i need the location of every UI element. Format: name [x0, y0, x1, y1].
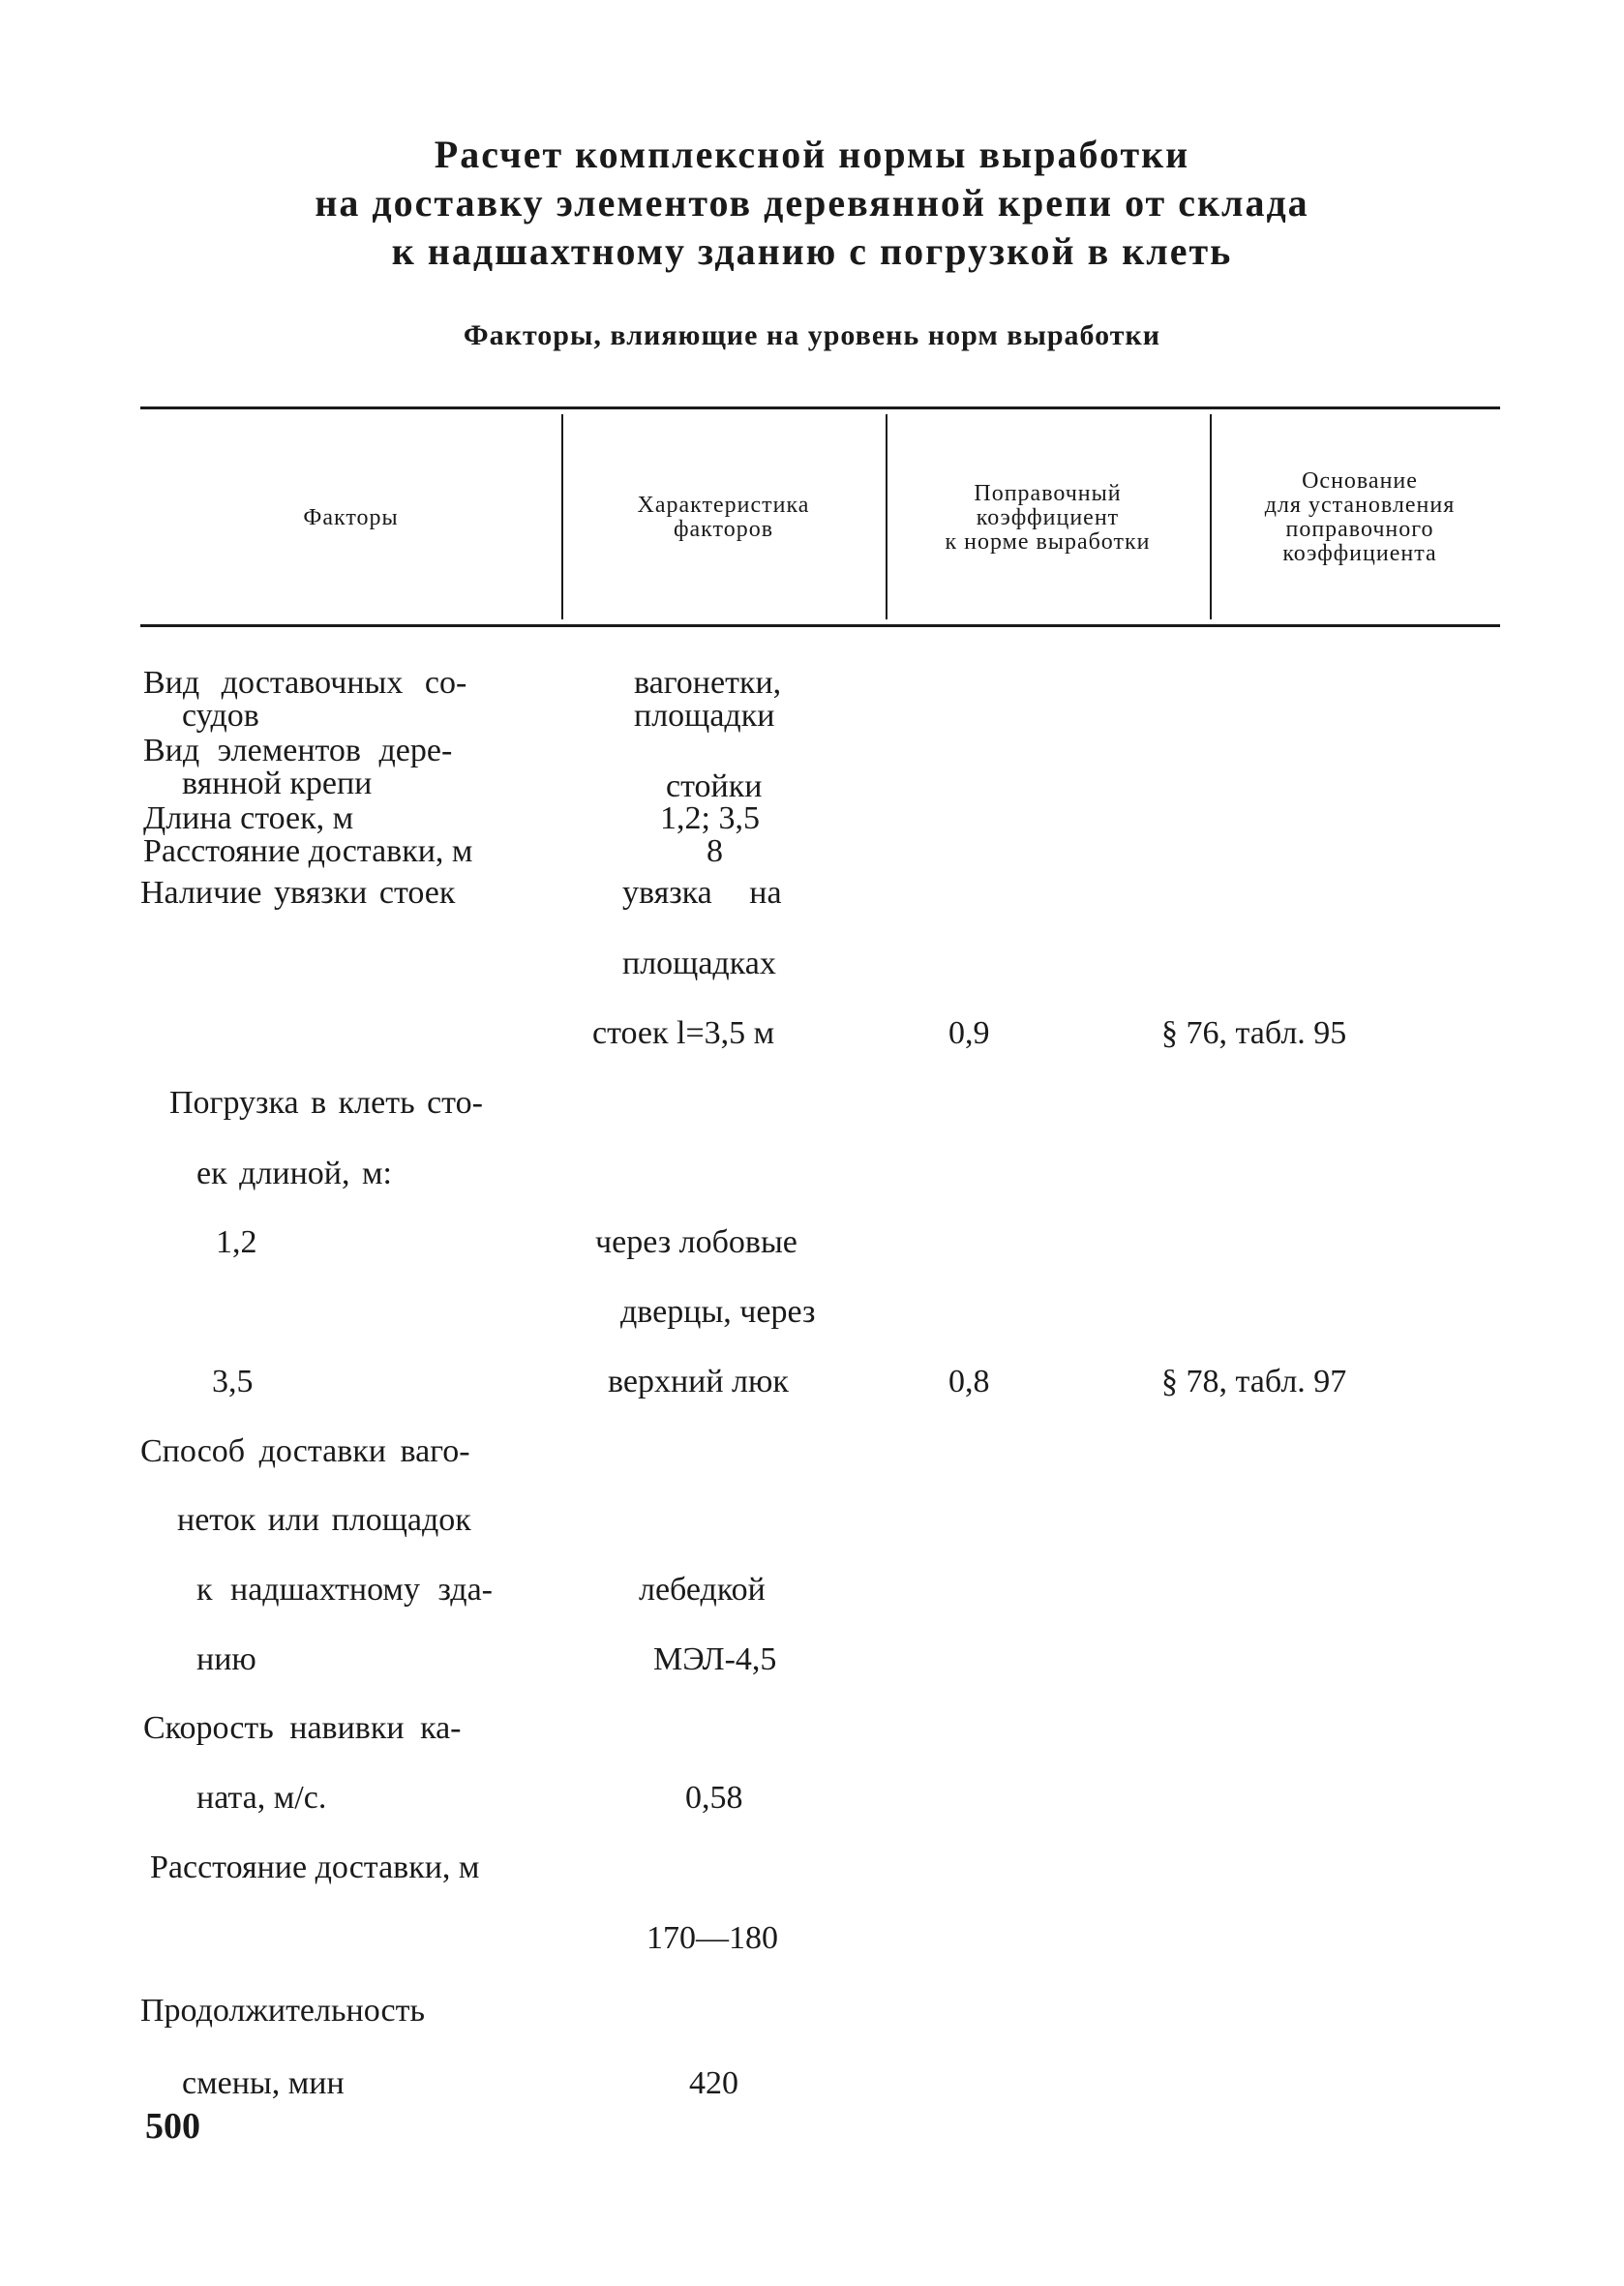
char-shift-duration: 420 — [689, 2065, 738, 2101]
basis-cage-loading: § 78, табл. 97 — [1161, 1364, 1347, 1399]
char-support-type: стойки — [666, 768, 763, 804]
title-line-3: к надшахтному зданию с погрузкой в клеть — [391, 229, 1233, 273]
char-vessel-type-cont: площадки — [634, 698, 775, 734]
subfactor-length-3-5: 3,5 — [212, 1364, 254, 1399]
basis-prop-binding: § 76, табл. 95 — [1161, 1015, 1347, 1051]
column-divider — [1210, 414, 1212, 619]
subfactor-length-1-2: 1,2 — [216, 1224, 257, 1260]
title-line-1: Расчет комплексной нормы выработки — [434, 133, 1190, 176]
factor-cage-loading-cont: ек длиной, м: — [196, 1156, 392, 1191]
char-delivery-distance-2: 170—180 — [647, 1920, 778, 1956]
column-divider — [886, 414, 887, 619]
factor-vessel-type-cont: судов — [182, 698, 259, 734]
char-cage-loading-cont: верхний люк — [608, 1364, 789, 1399]
factor-delivery-distance: Расстояние доставки, м — [143, 833, 473, 869]
char-prop-length: 1,2; 3,5 — [660, 800, 760, 836]
factor-prop-binding: Наличие увязки стоек — [140, 875, 456, 911]
factor-vessel-type: Вид доставочных со- — [143, 665, 467, 701]
table-top-rule — [140, 406, 1500, 409]
factor-delivery-distance-2: Расстояние доставки, м — [150, 1850, 480, 1885]
factor-cage-loading: Погрузка в клеть сто- — [169, 1085, 483, 1121]
char-prop-binding-cont: площадках — [622, 946, 776, 981]
column-divider — [561, 414, 563, 619]
factor-delivery-method-cont: к надшахтному зда- — [196, 1572, 493, 1608]
factor-rope-speed-cont: ната, м/с. — [196, 1780, 327, 1816]
table-header-rule — [140, 624, 1500, 627]
header-characteristic: Характеристика факторов — [637, 493, 810, 542]
char-delivery-method-cont: МЭЛ-4,5 — [653, 1641, 777, 1677]
page-title — [0, 131, 1624, 276]
header-coefficient: Поправочный коэффициент к норме выработки — [945, 480, 1151, 555]
char-prop-binding-cont: стоек l=3,5 м — [592, 1015, 775, 1051]
factor-delivery-method-cont: неток или площадок — [177, 1502, 471, 1538]
coef-cage-loading: 0,8 — [948, 1364, 990, 1399]
title-line-2: на доставку элементов деревянной крепи от склада — [315, 181, 1309, 225]
header-basis: Основание для установления поправочного коэффициента — [1264, 468, 1456, 566]
factor-rope-speed: Скорость навивки ка- — [143, 1710, 462, 1746]
char-cage-loading-cont: дверцы, через — [620, 1294, 816, 1330]
coef-prop-binding: 0,9 — [948, 1015, 990, 1051]
char-delivery-method: лебедкой — [639, 1572, 766, 1608]
factor-delivery-method: Способ доставки ваго- — [140, 1433, 470, 1469]
char-cage-loading: через лобовые — [595, 1224, 797, 1260]
factor-prop-length: Длина стоек, м — [143, 800, 354, 836]
char-delivery-distance: 8 — [707, 833, 723, 869]
factor-shift-duration-cont: смены, мин — [182, 2065, 345, 2101]
factor-shift-duration: Продолжительность — [140, 1993, 425, 2029]
table-subtitle: Факторы, влияющие на уровень норм выработки — [463, 319, 1161, 351]
factor-delivery-method-cont: нию — [196, 1641, 256, 1677]
char-vessel-type: вагонетки, — [634, 665, 782, 701]
factor-support-type-cont: вянной крепи — [182, 766, 373, 801]
page-number: 500 — [145, 2106, 200, 2147]
char-rope-speed: 0,58 — [685, 1780, 743, 1816]
factor-support-type: Вид элементов дере- — [143, 733, 453, 768]
char-prop-binding: увязка на — [622, 875, 782, 911]
header-factors: Факторы — [303, 504, 399, 530]
